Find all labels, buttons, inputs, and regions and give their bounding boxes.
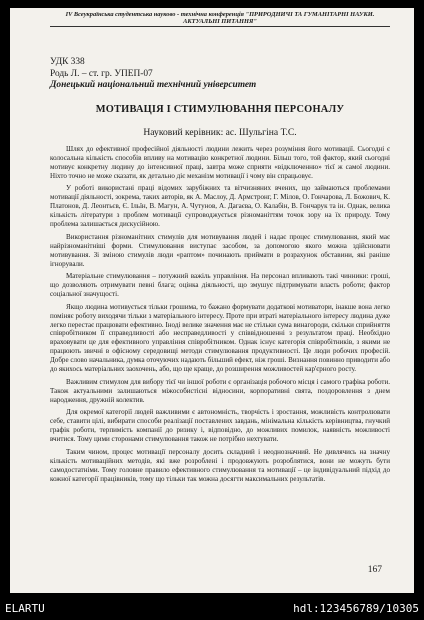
paragraph: У роботі використані праці відомих зарубіжних та вітчизняних вчених, що займаються проблемами мотивації діяльності, зокрема, таких авторів, як А. Маслоу, Д. Армстронг, Г. Мілов, О. Гончарова, Л. Божович, К. Платонов, Д. Леонтьєв, Є. Ільїн, В. Магун, А. Чутунов, А. Дагаєва, О. Калабін, В. Гончарук та ін. Однак, велика кількість літератури з проблем мотивації супроводжується різноманіттям точок зору на їх природу. Тому проблема залишається дискусійною.: [50, 184, 390, 229]
paragraph: Матеріальне стимулювання – потужний важіль управління. На персонал впливають такі чинники: гроші, що дозволяють отримувати певні блага; оцінка діяльності, що змушує підтримувати власть роботи; фактор соціальної значущості.: [50, 272, 390, 299]
article-meta: [50, 57, 390, 92]
paragraph: Таким чином, процес мотивації персоналу досить складний і неоднозначний. Не дивлячись на значну кількість мотиваційних методів, які вже розроблені і продовжують розроблятися, вони не можуть бути самодостатніми. Тому головне правило ефективного стимулювання та мотивації – це індивідуальний підхід до кожної категорії працівників, тому що тільки так можна досягти максимальних результатів.: [50, 447, 390, 483]
supervisor-line: Науковий керівник: ас. Шульгіна Т.С.: [143, 127, 297, 138]
page-number: 167: [367, 565, 382, 575]
paragraph: Використання різноманітних стимулів для мотивування людей і надає процес стимулювання, який має найрізноманітніші форми. Стимулювання виступає засобом, за допомогою якого можна здійснювати мотивування. Зі зміною стимулів люди «раптом» починають приймати в розрахунок обставини, які раніше ігнорували.: [50, 232, 390, 268]
paragraph: Важливим стимулом для вибору тієї чи іншої роботи є організація робочого місця і самого графіка роботи. Також актуальними залишаються міжособистісні відносини, корпоративні свята, поздоровлення з днем народження, дружній колектив.: [50, 377, 390, 404]
article-body: [50, 145, 390, 487]
repository-footer: [0, 600, 424, 620]
paragraph: Якщо людина мотивується тільки грошима, то бажано формувати додаткові мотиватори, інакше вона легко поміняє роботу виходячи тільки з матеріального інтересу. Проте при втраті матеріального інтересу людина дуже легко перестає працювати ефективно. Іноді велике значення має не стільки сума винагороди, скільки сприйняття співробітником її справедливості або несправедливості у співвідношенні з результатом праці. Необхідно враховувати це для ефективного управління співробітником. Однак існує категорія співробітників, з якими не працюють звичні в офісному середовищі методи стимулювання продуктивності. Це люди робочих професій. Добре слово начальника, думка оточуючих надають більший ефект, ніж гроші. Визнання повинно приводити або до якихось матеріальних заохочень, або, що ще краще, до розширення можливостей кар'єрного росту.: [50, 302, 390, 374]
article-title: МОТИВАЦІЯ І СТИМУЛЮВАННЯ ПЕРСОНАЛУ: [95, 104, 345, 115]
paragraph: Шлях до ефективної професійної діяльності людини лежить через розуміння його мотивації. Сьогодні є колосальна кількість способів впливу на мотивацію конкретної людини. Більш того, той фактор, який сьогодні мотивує конкретну людину до інтенсивної праці, завтра може сприяти «відключенню» тієї ж самої людини. Ніхто точно не може сказати, як детально діє механізм мотивації і чому він спрацьовує.: [50, 145, 390, 180]
author-line: Родь Л. – ст. гр. УПЕП-07: [50, 68, 153, 79]
handle-id: hdl:123456789/10305: [293, 602, 419, 615]
conference-header: IV Всеукраїнська студентська науково - технічна конференція "ПРИРОДНИЧІ ТА ГУМАНІТАРНІ НАУКИ. АКТУАЛЬНІ ПИТАННЯ": [50, 11, 390, 27]
paragraph: Для окремої категорії людей важливими є автономність, творчість і зростання, можливість контролювати себе, ставити цілі, вибирати способи реалізації поставлених завдань, мінімальна кількість керівництва, гнучкий графік роботи, терпимість компанії до ризику і, відповідно, до можливих помилок, наявність можливості вчитися. Тому цими сторонами стимулювання також не потрібно нехтувати.: [50, 408, 390, 444]
document-page: [10, 8, 414, 593]
udc-code: УДК 338: [50, 57, 85, 67]
repository-name: ELARTU: [5, 602, 45, 615]
affiliation: Донецький національний технічний університет: [50, 80, 257, 91]
